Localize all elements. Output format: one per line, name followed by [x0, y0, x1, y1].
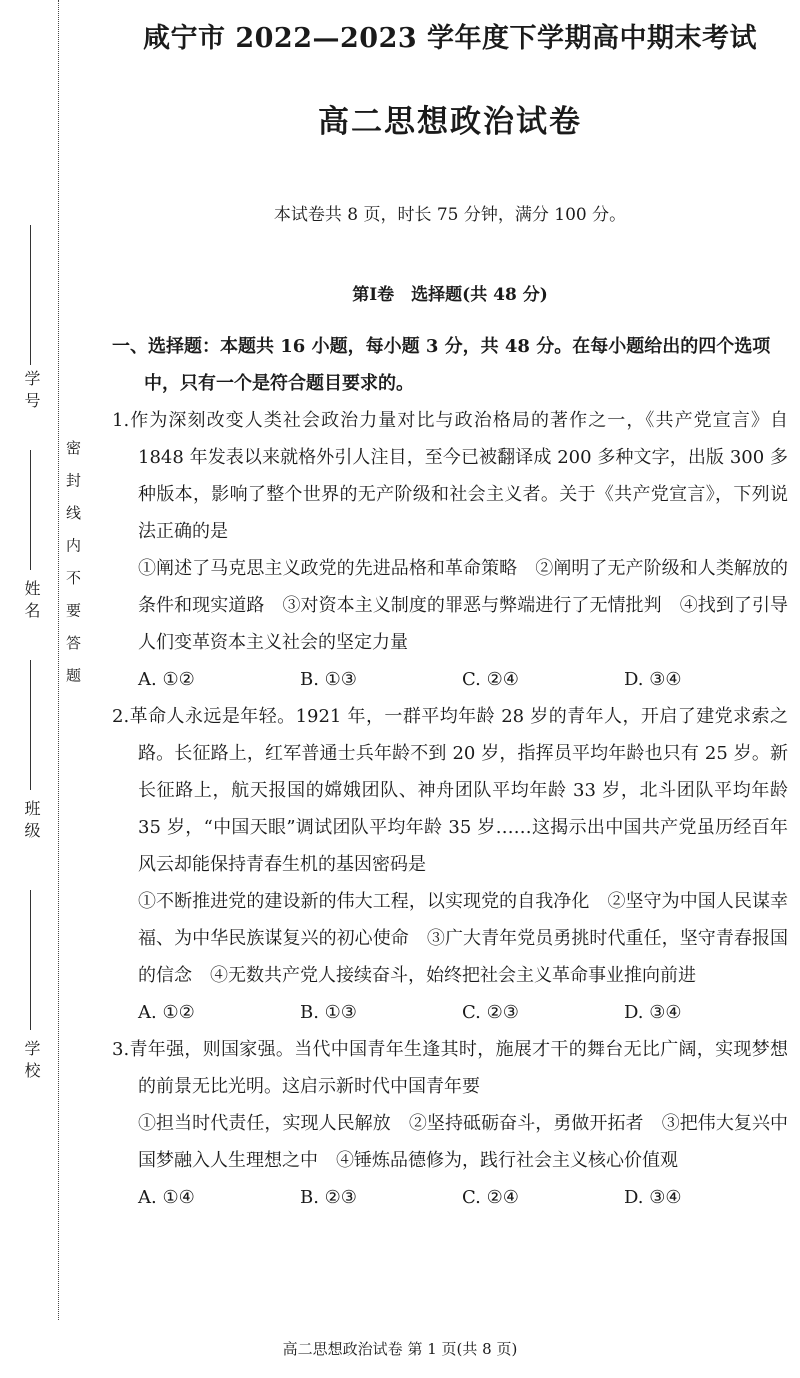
answer-choice-d: D. ③④: [624, 1002, 682, 1023]
school-field: [0, 890, 58, 1110]
class-label: 班级: [22, 800, 41, 844]
part-heading: 第Ⅰ卷 选择题(共 48 分): [352, 285, 548, 305]
statement-option: ④无数共产党人接续奋斗，始终把社会主义革命事业推向前进: [210, 965, 696, 986]
statement-option: ②坚守为中国人民谋幸福、为中华民族谋复兴的初心使命: [138, 891, 789, 949]
answer-choices: [112, 994, 788, 1031]
statement-options: [112, 550, 788, 661]
question-text: 作为深刻改变人类社会政治力量对比与政治格局的著作之一，《共产党宣言》自 1848 年发表以来就格外引人注目，至今已被翻译成 200 多种文字，出版 300 多种版本，影响了整个世界的无产阶级和社会主义者。关于《共产党宣言》，下列说法正确的是: [129, 410, 788, 542]
seal-warning-text: 密封线内不要答题: [64, 440, 82, 700]
exam-subtitle: 高二思想政治试卷: [318, 104, 582, 140]
question-2: [112, 698, 788, 1031]
question-stem: [112, 1031, 788, 1105]
statement-option: ③对资本主义制度的罪恶与弊端进行了无情批判: [282, 595, 662, 616]
statement-option: ④找到了引导人们变革资本主义社会的坚定力量: [138, 595, 789, 653]
statement-option: ①担当时代责任，实现人民解放: [138, 1113, 391, 1134]
name-underline: [30, 450, 31, 570]
answer-choice-b: B. ①③: [300, 669, 357, 690]
statement-option: ①不断推进党的建设新的伟大工程，以实现党的自我净化: [138, 891, 590, 912]
statement-options: [112, 1105, 788, 1179]
statement-options: [112, 883, 788, 994]
student-id-field: [0, 225, 58, 425]
name-label: 姓名: [22, 580, 41, 624]
answer-choice-b: B. ①③: [300, 1002, 357, 1023]
question-text: 革命人永远是年轻。1921 年，一群平均年龄 28 岁的青年人，开启了建党求索之路。长征路上，红军普通士兵年龄不到 20 岁，指挥员平均年龄也只有 25 岁。新长征路上，航天报国的嫦娥团队、神舟团队平均年龄 33 岁，北斗团队平均年龄 35 岁，“中国天眼”调试团队平均年龄 35 岁……这揭示出中国共产党虽历经百年风云却能保持青春生机的基因密码是: [129, 706, 788, 875]
section-heading: 一、选择题：本题共 16 小题，每小题 3 分，共 48 分。在每小题给出的四个选项中，只有一个是符合题目要求的。: [112, 336, 771, 394]
student-id-underline: [30, 225, 31, 365]
answer-choice-d: D. ③④: [624, 1187, 682, 1208]
student-id-label: 学号: [22, 370, 41, 414]
statement-option: ③广大青年党员勇挑时代重任，坚守青春报国的信念: [138, 928, 789, 986]
seal-dotted-line: [58, 0, 59, 1320]
question-number: 3.: [112, 1039, 130, 1060]
answer-choice-c: C. ②④: [462, 1187, 519, 1208]
question-stem: [112, 698, 788, 883]
answer-choices: [112, 661, 788, 698]
answer-choice-a: A. ①②: [138, 1002, 195, 1023]
answer-choice-b: B. ②③: [300, 1187, 357, 1208]
exam-title: 咸宁市 2022—2023 学年度下学期高中期末考试: [142, 23, 758, 54]
answer-choice-a: A. ①②: [138, 669, 195, 690]
statement-option: ③把伟大复兴中国梦融入人生理想之中: [138, 1113, 789, 1171]
answer-choice-a: A. ①④: [138, 1187, 195, 1208]
name-field: [0, 450, 58, 650]
statement-option: ④锤炼品德修为，践行社会主义核心价值观: [336, 1150, 678, 1171]
question-3: [112, 1031, 788, 1216]
question-number: 2.: [112, 706, 130, 727]
question-stem: [112, 402, 788, 550]
answer-choice-d: D. ③④: [624, 669, 682, 690]
school-label: 学校: [22, 1040, 41, 1084]
question-number: 1.: [112, 410, 130, 431]
page-footer: 高二思想政治试卷 第 1 页(共 8 页): [282, 1340, 518, 1358]
answer-choice-c: C. ②③: [462, 1002, 519, 1023]
statement-option: ①阐述了马克思主义政党的先进品格和革命策略: [138, 558, 518, 579]
school-underline: [30, 890, 31, 1030]
answer-choices: [112, 1179, 788, 1216]
statement-option: ②坚持砥砺奋斗，勇做开拓者: [408, 1113, 644, 1134]
statement-option: ②阐明了无产阶级和人类解放的条件和现实道路: [138, 558, 789, 616]
question-list: [112, 328, 788, 1216]
exam-info: 本试卷共 8 页，时长 75 分钟，满分 100 分。: [273, 205, 627, 225]
answer-choice-c: C. ②④: [462, 669, 519, 690]
question-text: 青年强，则国家强。当代中国青年生逢其时，施展才干的舞台无比广阔，实现梦想的前景无比光明。这启示新时代中国青年要: [129, 1039, 788, 1097]
class-underline: [30, 660, 31, 790]
class-field: [0, 660, 58, 860]
binding-margin: [0, 0, 100, 1378]
question-1: [112, 402, 788, 698]
